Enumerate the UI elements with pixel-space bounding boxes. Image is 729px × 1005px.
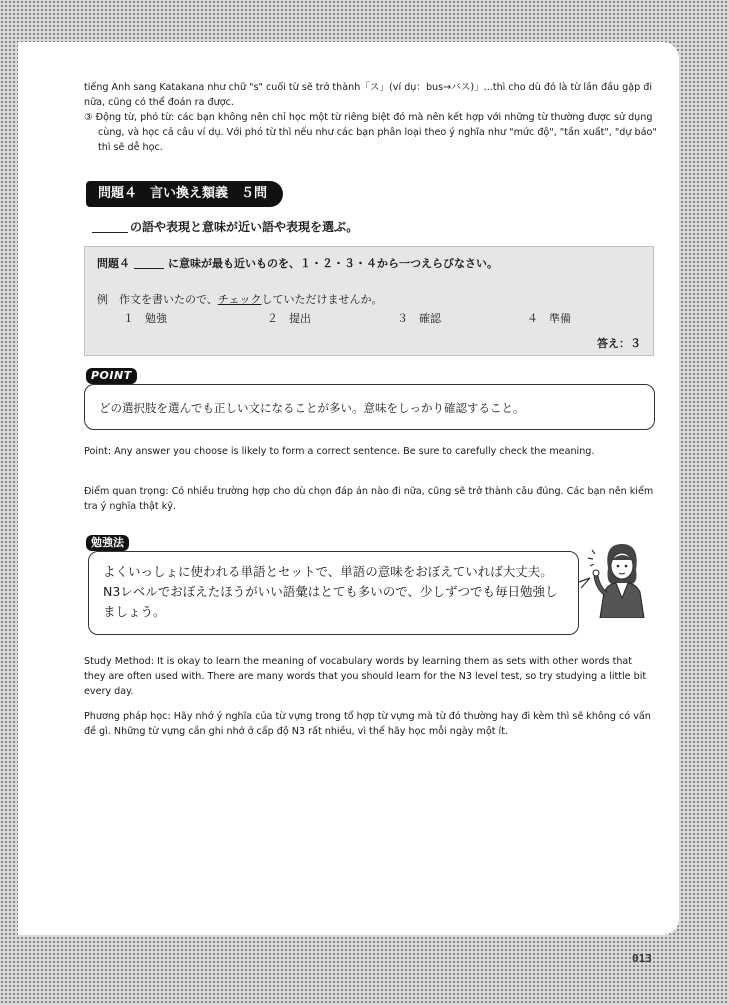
blank-line	[134, 268, 164, 269]
question-box	[84, 246, 654, 356]
example-before: 作文を書いたので、	[119, 293, 218, 306]
study-method-tag: 勉強法	[86, 535, 129, 551]
instruction-suffix: に意味が最も近いものを、１・２・３・４から一つえらびなさい。	[168, 257, 498, 270]
choice-2: ２ 提出	[267, 312, 311, 325]
point-box	[84, 384, 655, 430]
example-label: 例	[97, 293, 108, 306]
example-underlined-word: チェック	[217, 293, 262, 306]
choice-4: ４ 準備	[527, 312, 571, 325]
example-after: していただけませんか。	[261, 293, 383, 306]
section-subheading	[92, 218, 358, 235]
question-instruction	[97, 255, 498, 271]
study-method-box	[88, 551, 579, 635]
point-vietnamese: Điểm quan trọng: Có nhiều trường hợp cho dù chọn đáp án nào đi nữa, cũng sẽ trở thành câu đúng. Các bạn nên kiểm tra ý nghĩa thật kỹ.	[84, 486, 654, 512]
study-method-text: よくいっしょに使われる単語とセットで、単語の意味をおぼえていれば大丈夫。N3レベルでおぼえたほうがいい語彙はとても多いので、少しずつでも毎日勉強しましょう。	[103, 564, 558, 619]
intro-continuation: tiếng Anh sang Katakana như chữ "s" cuối từ sẽ trở thành「ス」(ví dụ：bus→バス)」...thì cho dù đó là từ lần đầu gặp đi nữa, cũng có thể đoán ra được.	[84, 82, 653, 108]
answer-label: 答え：３	[597, 337, 641, 350]
subheading-text: の語や表現と意味が近い語や表現を選ぶ。	[130, 220, 359, 234]
intro-item-3: ③ Động từ, phó từ: các bạn không nên chỉ học một từ riêng biệt đó mà nên kết hợp với những từ thường được sử dụng cùng, và học cả câu ví dụ. Với phó từ thì nếu như các bạn phân loại theo ý nghĩa như "mức độ", "tần xuất", "dự báo" thì sẽ dễ học.	[84, 112, 657, 153]
instruction-prefix: 問題４	[97, 257, 130, 270]
page-number: 013	[632, 952, 652, 965]
point-tag: POINT	[86, 368, 137, 384]
point-text: どの選択肢を選んでも正しい文になることが多い。意味をしっかり確認すること。	[99, 401, 525, 415]
blank-line	[92, 232, 128, 233]
mondai-badge: 問題４ 言い換え類義 ５問	[86, 181, 283, 207]
point-english: Point: Any answer you choose is likely to form a correct sentence. Be sure to carefully check the meaning.	[84, 446, 595, 457]
example-sentence	[97, 291, 382, 307]
teacher-illustration	[578, 538, 658, 618]
choice-3: ３ 確認	[397, 312, 441, 325]
study-method-vietnamese: Phương pháp học: Hãy nhớ ý nghĩa của từ vựng trong tổ hợp từ vựng mà từ đó thường hay đi kèm thì sẽ không có vấn đề gì. Những từ vựng cần ghi nhớ ở cấp độ N3 rất nhiều, vì thế hãy học mỗi ngày một ít.	[84, 711, 651, 737]
choice-1: １ 勉強	[123, 312, 167, 325]
study-method-english: Study Method: It is okay to learn the meaning of vocabulary words by learning them as sets with other words that they are often used with. There are many words that you should learn for the N3 level test, so try studying a little bit every day.	[84, 656, 647, 697]
